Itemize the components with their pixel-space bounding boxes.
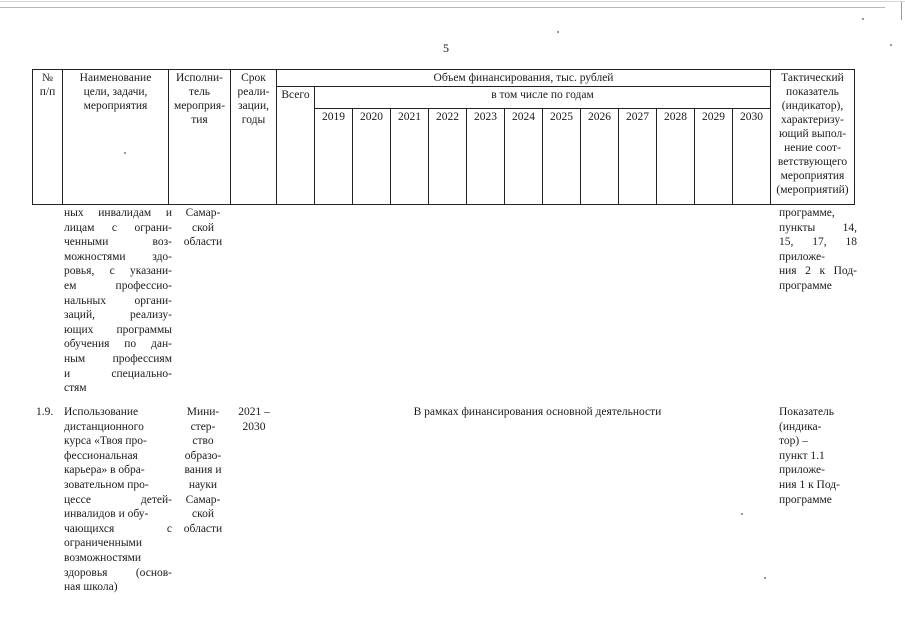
scan-edge-mark (901, 2, 902, 20)
row-indicator: Показатель (индика- тор) – пункт 1.1 приложе- ния 1 к Под- программе (779, 406, 840, 506)
header-term: Срок реали- зации, годы (231, 70, 277, 205)
continued-indicator: программе, пункты 14, 15, 17, 18 приложе- ния 2 к Под- программе (779, 207, 857, 292)
header-year: 2025 (543, 109, 581, 205)
scan-artifact-top (0, 1, 905, 2)
scan-speck (890, 44, 892, 46)
row-financing: В рамках финансирования основной деятельности (413, 406, 662, 418)
header-year: 2023 (467, 109, 505, 205)
header-year: 2026 (581, 109, 619, 205)
header-number: № п/п (33, 70, 63, 205)
header-year: 2021 (391, 109, 429, 205)
header-year: 2030 (733, 109, 771, 205)
scan-artifact-line (0, 7, 885, 8)
header-name: Наименование цели, задачи, мероприятия (63, 70, 169, 205)
row-executor: Мини- стер- ство образо- вания и науки Самар- ской области (183, 406, 223, 535)
scan-speck (862, 18, 864, 20)
financing-table-header (32, 69, 855, 205)
scan-speck (764, 577, 766, 579)
header-year: 2019 (315, 109, 353, 205)
row-number: 1.9. (36, 406, 54, 418)
header-year: 2027 (619, 109, 657, 205)
header-year: 2024 (505, 109, 543, 205)
continued-executor: Самар- ской области (183, 207, 223, 249)
header-year: 2020 (353, 109, 391, 205)
header-year: 2029 (695, 109, 733, 205)
header-year: 2028 (657, 109, 695, 205)
row-term: 2021 – 2030 (238, 406, 270, 433)
header-total: Всего (277, 87, 315, 205)
continued-description: ных инвалидам и лицам с ограни- ченными воз- можностями здо- ровья, с указани- ем профессио- нальных органи- заций, реализу- ющих программы обучения по дан- ным профессиям и специально- стям (64, 207, 172, 395)
header-indicator: Тактический показатель (индикатор), характеризу- ющий выпол- нение соот- ветствующего мероприятия (мероприятий) (771, 70, 855, 205)
header-executor: Исполни- тель мероприя- тия (169, 70, 231, 205)
header-by-years: в том числе по годам (315, 87, 771, 109)
header-year: 2022 (429, 109, 467, 205)
row-description: Использование дистанционного курса «Твоя про- фессиональная карьера» в обра- зовательном про- цессе детей- инвалидов и обу- чающихся с ограниченными возможностями здоровья (основ- ная школа) (64, 406, 172, 594)
scan-speck (741, 513, 743, 515)
page-number: 5 (443, 41, 449, 55)
header-financing: Объем финансирования, тыс. рублей (277, 70, 771, 87)
scan-speck (557, 31, 559, 33)
